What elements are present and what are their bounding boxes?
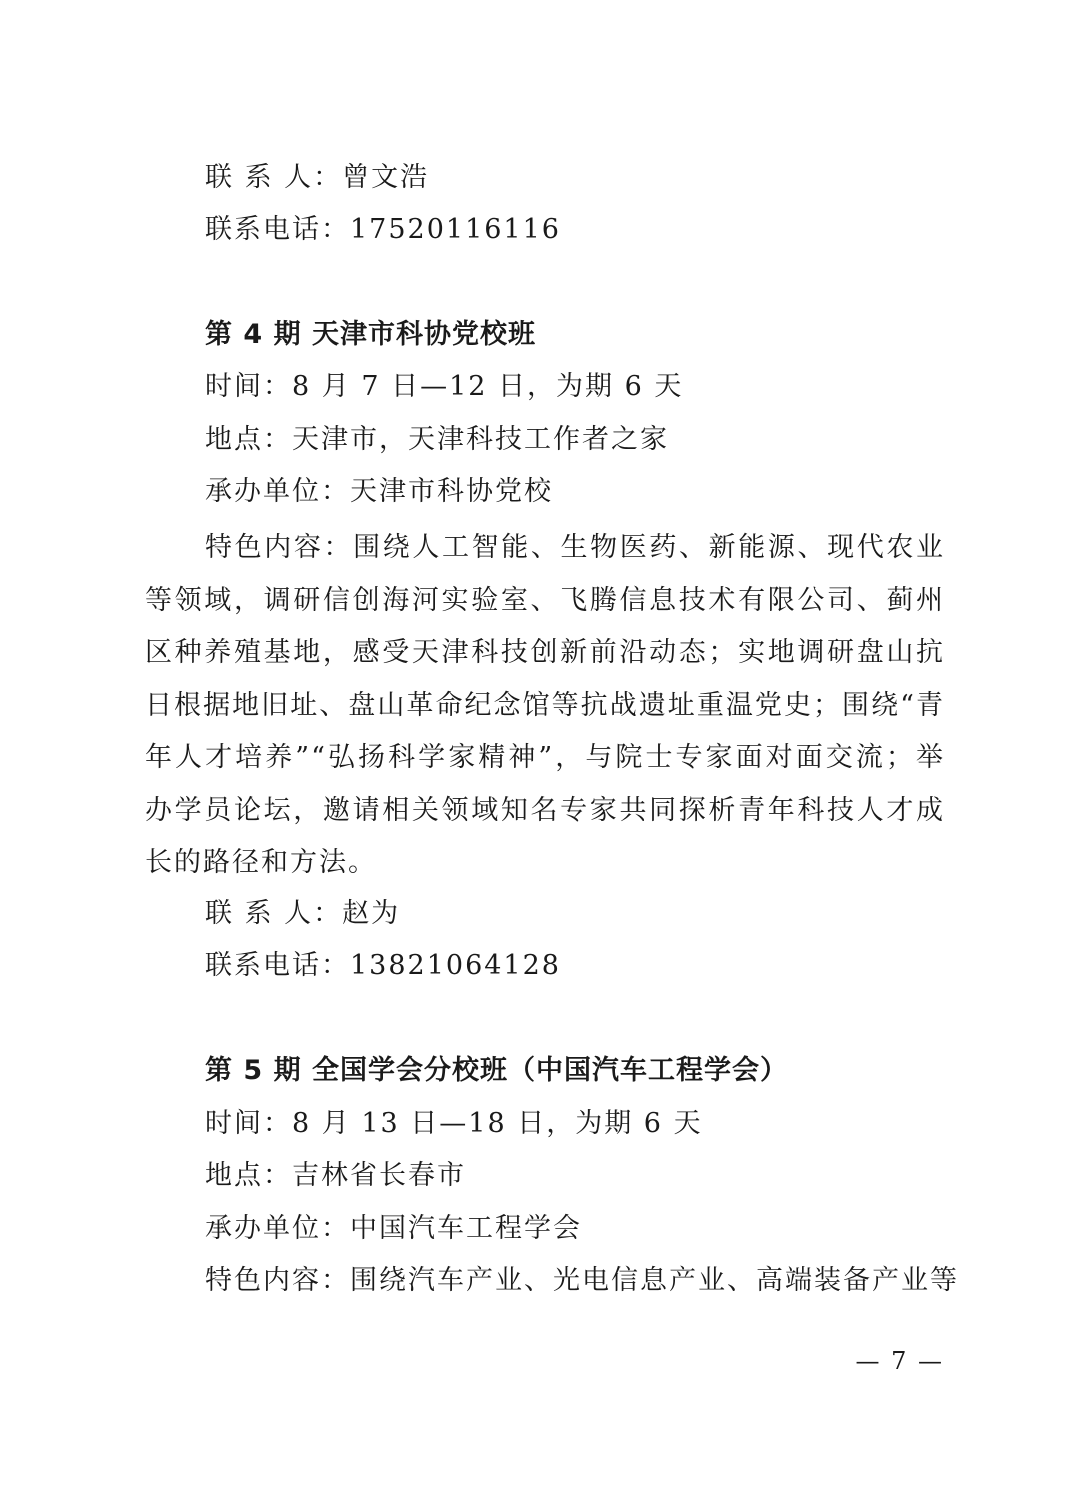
section4-time: 时间：8 月 7 日—12 日，为期 6 天 bbox=[205, 371, 684, 402]
section5-content-start: 特色内容：围绕汽车产业、光电信息产业、高端装备产业等 bbox=[205, 1265, 959, 1296]
page-number: — 7 — bbox=[855, 1347, 944, 1375]
section4-content: 特色内容：围绕人工智能、生物医药、新能源、现代农业等领域，调研信创海河实验室、飞腾信息技术有限公司、蓟州区种养殖基地，感受天津科技创新前沿动态；实地调研盘山抗日根据地旧址、盘山革命纪念馆等抗战遗址重温党史；围绕“青年人才培养”“弘扬科学家精神”，与院士专家面对面交流；举办学员论坛，邀请相关领域知名专家共同探析青年科技人才成长的路径和方法。 bbox=[145, 532, 945, 878]
section5-location: 地点：吉林省长春市 bbox=[205, 1160, 466, 1191]
section4-contact-phone: 联系电话：13821064128 bbox=[205, 950, 561, 981]
prev-contact-phone: 联系电话：17520116116 bbox=[205, 214, 561, 245]
section5-organizer: 承办单位：中国汽车工程学会 bbox=[205, 1213, 582, 1244]
section5-heading: 第 5 期 全国学会分校班（中国汽车工程学会） bbox=[205, 1055, 788, 1086]
prev-contact-person: 联 系 人：曾文浩 bbox=[205, 162, 430, 193]
section4-organizer: 承办单位：天津市科协党校 bbox=[205, 476, 553, 507]
section4-contact-person: 联 系 人：赵为 bbox=[205, 898, 401, 929]
section5-time: 时间：8 月 13 日—18 日，为期 6 天 bbox=[205, 1108, 703, 1139]
section4-heading: 第 4 期 天津市科协党校班 bbox=[205, 319, 536, 350]
section4-location: 地点：天津市，天津科技工作者之家 bbox=[205, 424, 669, 455]
